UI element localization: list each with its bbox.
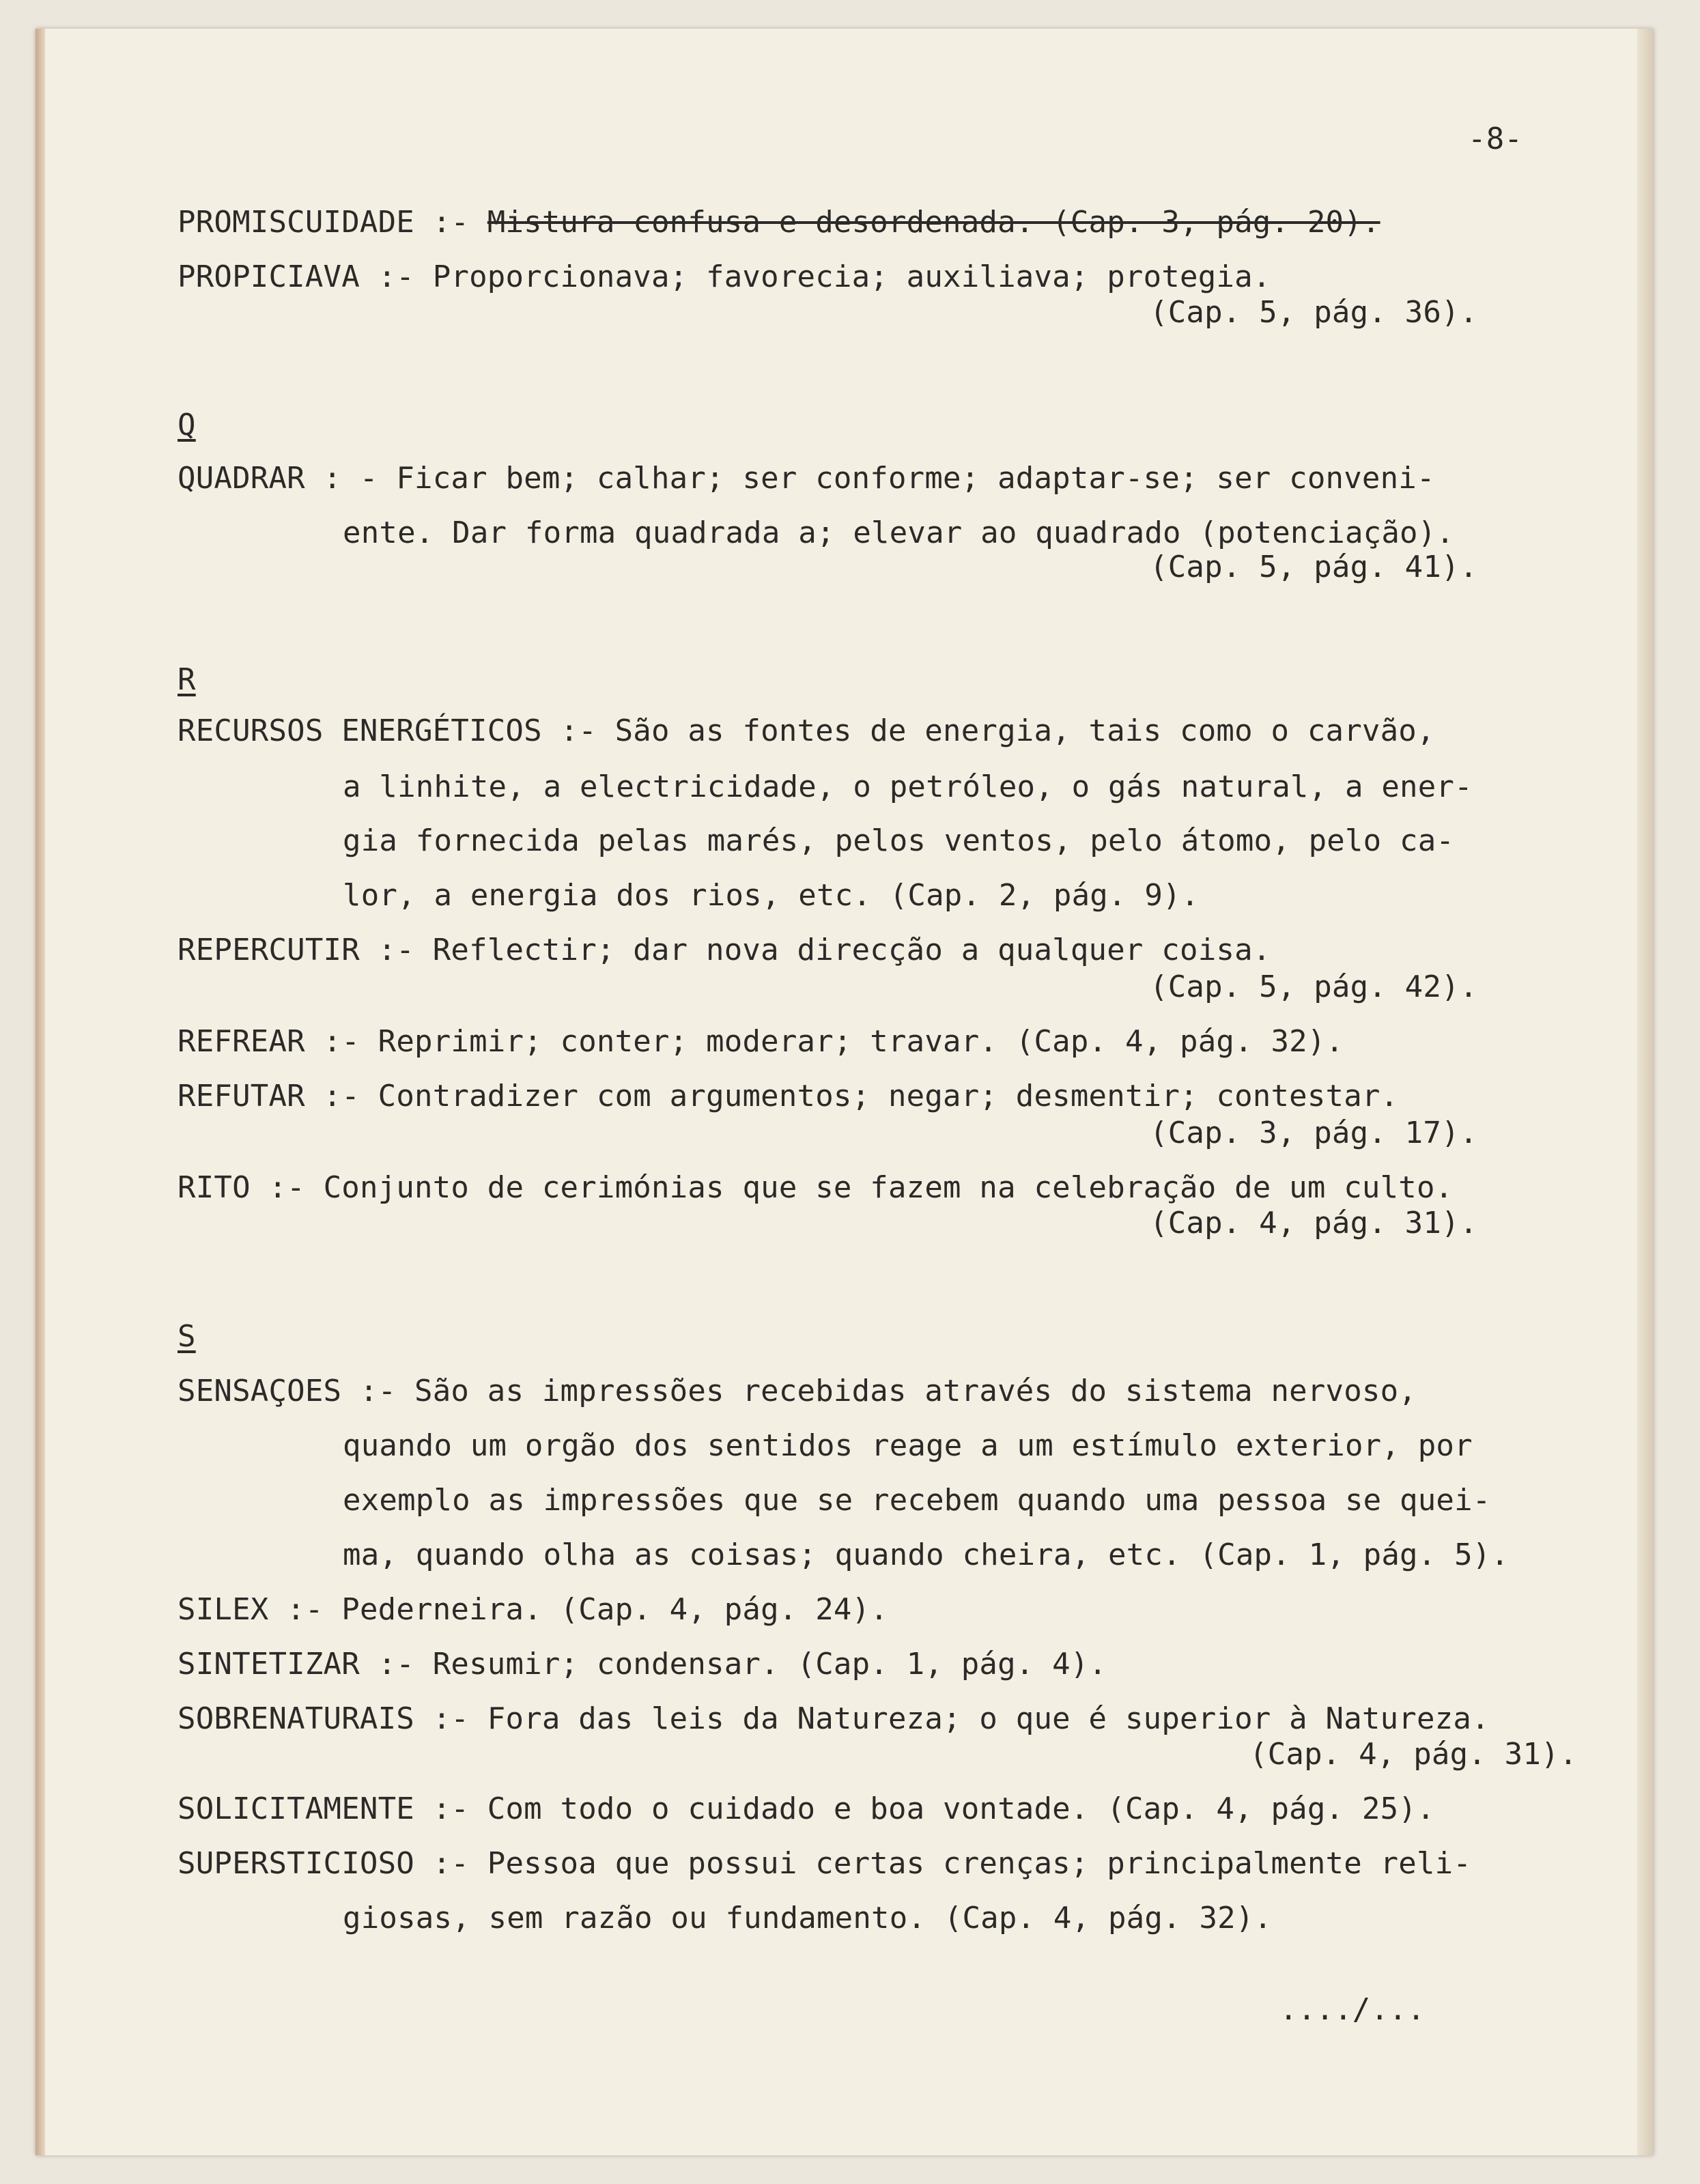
entry-reference: (Cap. 5, pág. 41). — [1150, 550, 1478, 584]
entry-reference: (Cap. 5, pág. 42). — [1150, 969, 1478, 1004]
entry-silex — [178, 1592, 888, 1628]
entry-head: SINTETIZAR — [178, 1647, 360, 1682]
entry-sobrenaturais — [178, 1701, 1490, 1737]
entry-definition-continued: ma, quando olha as coisas; quando cheira, etc. (Cap. 1, pág. 5). — [343, 1537, 1510, 1572]
entry-separator: :- — [560, 713, 597, 748]
entry-recursos-energeticos — [178, 713, 1435, 749]
entry-head: REFREAR — [178, 1024, 305, 1059]
entry-definition: Reflectir; dar nova direcção a qualquer coisa. — [432, 933, 1271, 967]
entry-definition: São as impressões recebidas através do sistema nervoso, — [414, 1374, 1417, 1408]
entry-definition-continued: giosas, sem razão ou fundamento. (Cap. 4, pág. 32). — [343, 1901, 1273, 1935]
entry-definition: Ficar bem; calhar; ser conforme; adaptar-se; ser conveni- — [396, 461, 1435, 496]
section-letter-q: Q — [178, 408, 196, 442]
entry-promiscuidade — [178, 205, 1380, 240]
entry-definition: Mistura confusa e desordenada. (Cap. 3, pág. 20). — [487, 205, 1380, 240]
entry-head: PROPICIAVA — [178, 259, 360, 294]
entry-definition: São as fontes de energia, tais como o carvão, — [614, 713, 1435, 748]
entry-head: SOLICITAMENTE — [178, 1791, 414, 1826]
entry-head: PROMISCUIDADE — [178, 205, 414, 240]
continuation-mark: ..../... — [1279, 1992, 1426, 2027]
entry-separator: :- — [378, 933, 414, 967]
entry-separator: : - — [323, 461, 378, 496]
entry-head: RITO — [178, 1170, 251, 1205]
entry-separator: :- — [432, 205, 470, 240]
entry-separator: :- — [323, 1079, 360, 1114]
entry-propiciava — [178, 259, 1271, 295]
entry-definition-continued: quando um orgão dos sentidos reage a um estímulo exterior, por — [343, 1428, 1473, 1463]
entry-definition-continued: exemplo as impressões que se recebem quando uma pessoa se quei- — [343, 1483, 1491, 1518]
entry-supersticioso — [178, 1846, 1471, 1882]
document-page — [36, 29, 1654, 2155]
entry-sintetizar — [178, 1647, 1107, 1682]
entry-definition-continued: lor, a energia dos rios, etc. (Cap. 2, pág. 9). — [343, 878, 1200, 913]
entry-reference: (Cap. 4, pág. 31). — [1249, 1737, 1578, 1772]
entry-separator: :- — [378, 259, 414, 294]
entry-head: SOBRENATURAIS — [178, 1701, 414, 1736]
entry-reference: (Cap. 4, pág. 31). — [1150, 1206, 1478, 1240]
entry-solicitamente — [178, 1791, 1435, 1827]
entry-reference: (Cap. 5, pág. 36). — [1150, 295, 1478, 330]
entry-definition-continued: ente. Dar forma quadrada a; elevar ao quadrado (potenciação). — [343, 515, 1455, 550]
entry-rito — [178, 1170, 1453, 1206]
entry-head: SILEX — [178, 1592, 269, 1627]
entry-definition-continued: a linhite, a electricidade, o petróleo, o gás natural, a ener- — [343, 769, 1473, 804]
section-letter-r: R — [178, 662, 196, 697]
entry-separator: :- — [268, 1170, 305, 1205]
entry-head: REFUTAR — [178, 1079, 305, 1114]
entry-head: REPERCUTIR — [178, 933, 360, 967]
entry-head: SENSAÇOES — [178, 1374, 342, 1408]
entry-refrear — [178, 1024, 1344, 1060]
entry-definition: Fora das leis da Natureza; o que é superior à Natureza. — [487, 1701, 1490, 1736]
entry-head: QUADRAR — [178, 461, 305, 496]
entry-definition: Pederneira. (Cap. 4, pág. 24). — [341, 1592, 888, 1627]
entry-definition: Resumir; condensar. (Cap. 1, pág. 4). — [432, 1647, 1107, 1682]
entry-reference: (Cap. 3, pág. 17). — [1150, 1116, 1478, 1150]
entry-definition: Conjunto de cerimónias que se fazem na celebração de um culto. — [323, 1170, 1454, 1205]
entry-repercutir — [178, 933, 1271, 968]
entry-separator: :- — [432, 1846, 470, 1881]
entry-refutar — [178, 1079, 1398, 1114]
entry-definition: Contradizer com argumentos; negar; desmentir; contestar. — [378, 1079, 1399, 1114]
entry-separator: :- — [323, 1024, 360, 1059]
entry-definition: Reprimir; conter; moderar; travar. (Cap. 4, pág. 32). — [378, 1024, 1344, 1059]
entry-definition: Proporcionava; favorecia; auxiliava; protegia. — [432, 259, 1271, 294]
entry-head: RECURSOS ENERGÉTICOS — [178, 713, 542, 748]
entry-separator: :- — [287, 1592, 324, 1627]
entry-quadrar — [178, 461, 1435, 496]
entry-separator: :- — [432, 1701, 470, 1736]
section-letter-s: S — [178, 1319, 196, 1354]
entry-definition-continued: gia fornecida pelas marés, pelos ventos, pelo átomo, pelo ca- — [343, 823, 1455, 858]
entry-head: SUPERSTICIOSO — [178, 1846, 414, 1881]
page-number: -8- — [1468, 122, 1523, 156]
entry-sensacoes — [178, 1374, 1417, 1409]
entry-definition: Com todo o cuidado e boa vontade. (Cap. 4, pág. 25). — [487, 1791, 1435, 1826]
entry-separator: :- — [359, 1374, 397, 1408]
entry-definition: Pessoa que possui certas crenças; principalmente reli- — [487, 1846, 1472, 1881]
entry-separator: :- — [378, 1647, 414, 1682]
entry-separator: :- — [432, 1791, 470, 1826]
